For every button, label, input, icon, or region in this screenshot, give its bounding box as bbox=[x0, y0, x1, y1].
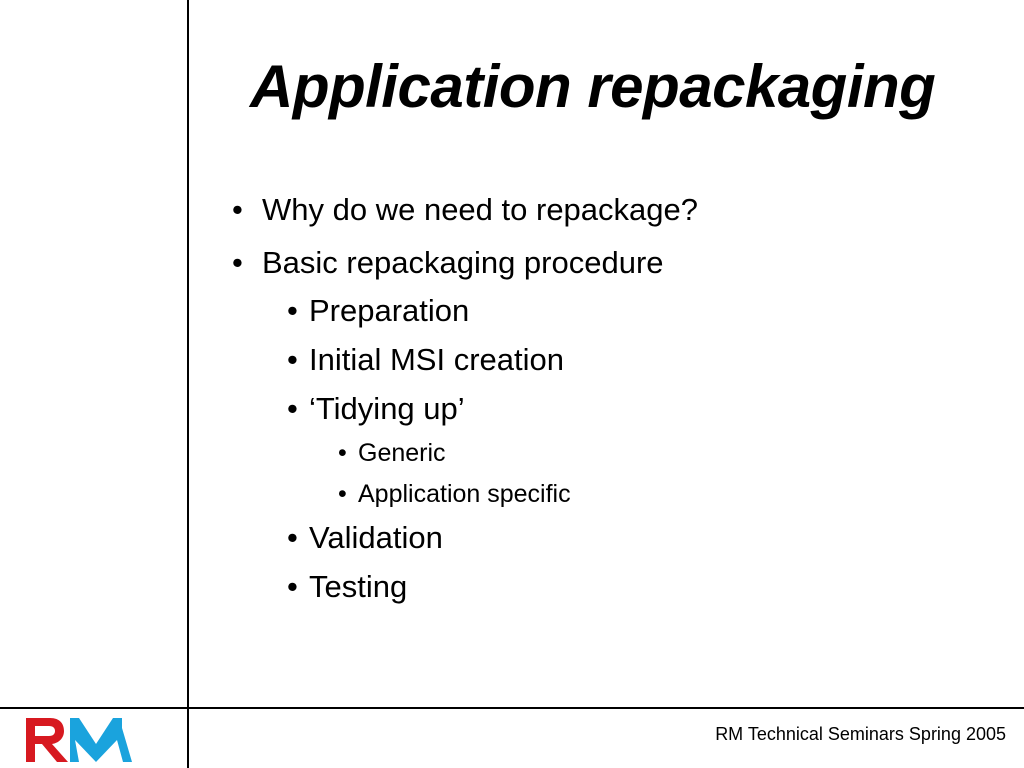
bullet-item bbox=[287, 342, 564, 378]
bullet-text: Generic bbox=[358, 439, 446, 467]
bullet-text: Preparation bbox=[309, 293, 470, 328]
bullet-dot: • bbox=[338, 439, 347, 467]
horizontal-divider bbox=[0, 707, 1024, 709]
bullet-dot: • bbox=[287, 569, 298, 604]
footer-text: RM Technical Seminars Spring 2005 bbox=[715, 724, 1006, 744]
bullet-dot: • bbox=[232, 245, 243, 280]
bullet-text: Application specific bbox=[358, 480, 571, 508]
bullet-item bbox=[287, 569, 407, 605]
bullet-text: ‘Tidying up’ bbox=[309, 391, 465, 426]
bullet-text: Why do we need to repackage? bbox=[262, 192, 698, 227]
bullet-text: Initial MSI creation bbox=[309, 342, 564, 377]
bullet-dot: • bbox=[287, 293, 298, 328]
bullet-item bbox=[232, 192, 698, 228]
bullet-item bbox=[287, 520, 443, 556]
vertical-divider bbox=[187, 0, 189, 768]
bullet-item bbox=[232, 245, 664, 281]
bullet-dot: • bbox=[287, 342, 298, 377]
bullet-item bbox=[338, 479, 571, 509]
rm-logo-icon bbox=[24, 716, 136, 764]
bullet-text: Testing bbox=[309, 569, 408, 604]
rm-logo-r bbox=[26, 718, 68, 762]
bullet-text: Basic repackaging procedure bbox=[262, 245, 664, 280]
bullet-dot: • bbox=[287, 391, 298, 426]
bullet-text: Validation bbox=[309, 520, 443, 555]
bullet-item bbox=[287, 293, 469, 329]
bullet-item bbox=[287, 391, 465, 427]
bullet-item bbox=[338, 438, 446, 468]
bullet-dot: • bbox=[338, 480, 347, 508]
bullet-dot: • bbox=[287, 520, 298, 555]
rm-logo-m bbox=[70, 718, 132, 762]
slide-title: Application repackaging bbox=[250, 53, 936, 120]
bullet-dot: • bbox=[232, 192, 243, 227]
